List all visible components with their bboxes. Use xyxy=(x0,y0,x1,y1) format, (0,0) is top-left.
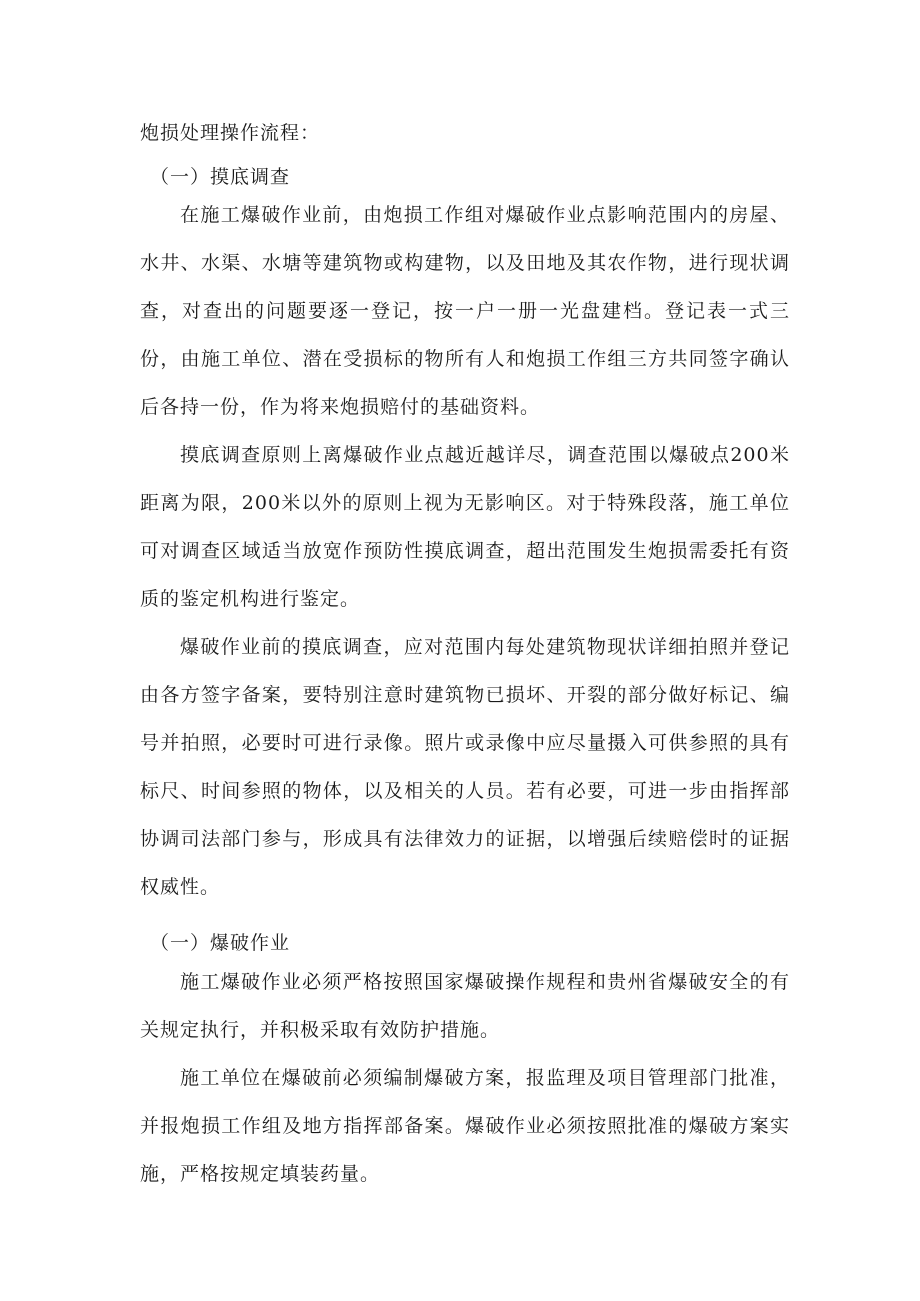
section-heading-blasting: （一）爆破作业 xyxy=(150,932,291,954)
document-title: 炮损处理操作流程： xyxy=(140,122,321,144)
paragraph-survey-photos: 爆破作业前的摸底调查，应对范围内每处建筑物现状详细拍照并登记由各方签字备案，要特别注意时建筑物已损坏、开裂的部分做好标记、编号并拍照，必要时可进行录像。照片或录像中应尽量摄入可供参照的具有标尺、时间参照的物体，以及相关的人员。若有必要，可进一步由指挥部协调司法部门参与，形成具有法律效力的证据，以增强后续赔偿时的证据权威性。 xyxy=(140,636,790,898)
paragraph-survey-scope: 在施工爆破作业前，由炮损工作组对爆破作业点影响范围内的房屋、水井、水渠、水塘等建筑物或构建物，以及田地及其农作物，进行现状调查，对查出的问题要逐一登记，按一户一册一光盘建档。登记表一式三份，由施工单位、潜在受损标的物所有人和炮损工作组三方共同签字确认后各持一份，作为将来炮损赔付的基础资料。 xyxy=(140,204,790,418)
paragraph-survey-range: 摸底调查原则上离爆破作业点越近越详尽，调查范围以爆破点200米距离为限，200米以外的原则上视为无影响区。对于特殊段落，施工单位可对调查区域适当放宽作预防性摸底调查，超出范围发生炮损需委托有资质的鉴定机构进行鉴定。 xyxy=(140,444,790,610)
paragraph-blasting-rules: 施工爆破作业必须严格按照国家爆破操作规程和贵州省爆破安全的有关规定执行，并积极采取有效防护措施。 xyxy=(140,971,790,1041)
section-heading-survey: （一）摸底调查 xyxy=(150,166,291,188)
paragraph-blasting-plan: 施工单位在爆破前必须编制爆破方案，报监理及项目管理部门批准，并报炮损工作组及地方指挥部备案。爆破作业必须按照批准的爆破方案实施，严格按规定填装药量。 xyxy=(140,1067,790,1185)
